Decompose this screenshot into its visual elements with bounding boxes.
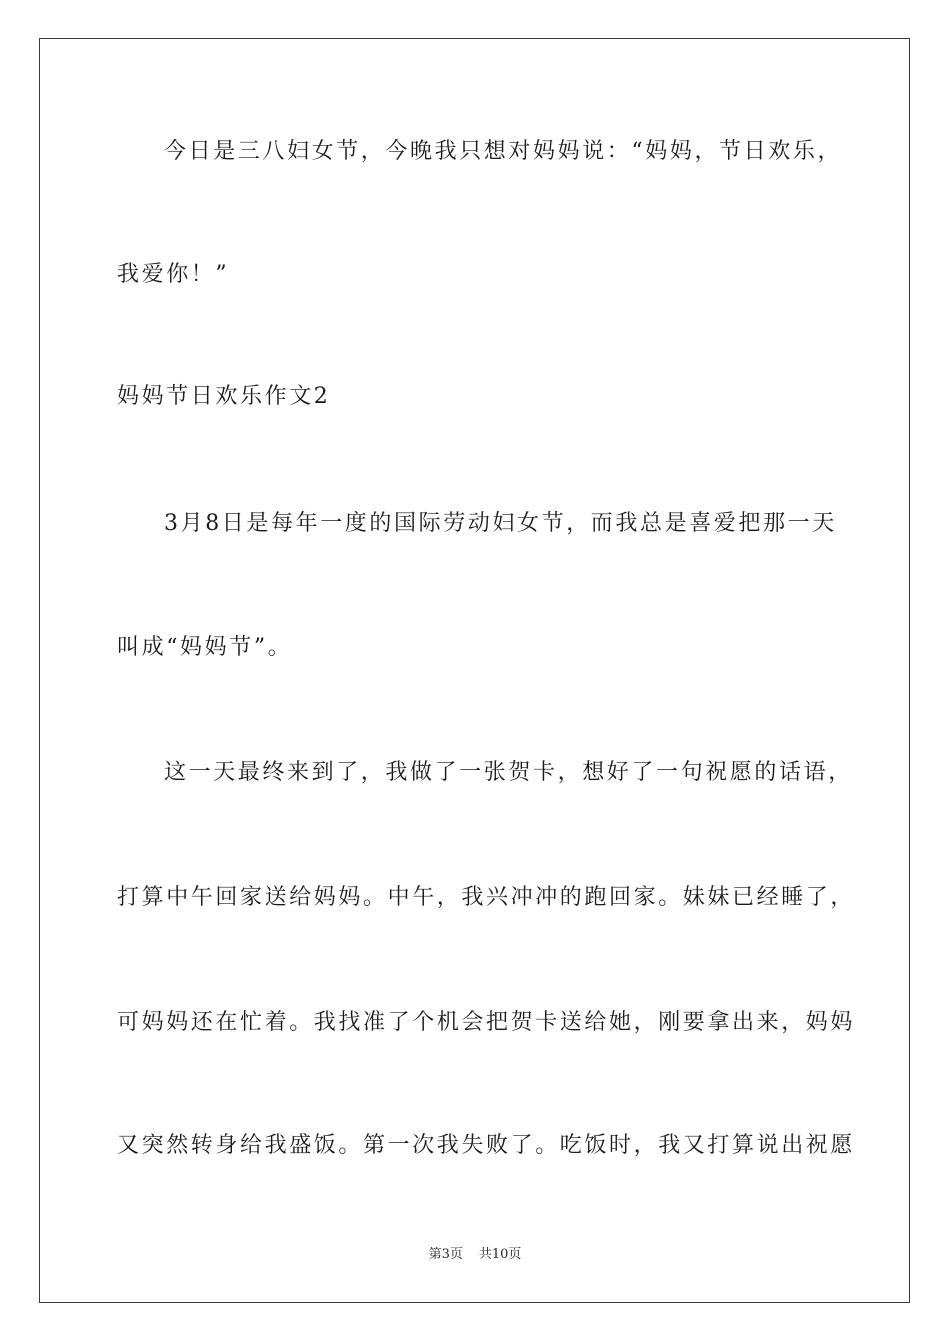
paragraph-line: 3月8日是每年一度的国际劳动妇女节，而我总是喜爱把那一天 [164,511,837,536]
paragraph-line: 今日是三八妇女节，今晚我只想对妈妈说：“妈妈，节日欢乐， [164,139,843,164]
page-total: 共10页 [478,1247,522,1262]
page-footer [0,1246,950,1264]
section-heading: 妈妈节日欢乐作文2 [117,384,331,409]
paragraph-line: 这一天最终来到了，我做了一张贺卡，想好了一句祝愿的话语， [164,760,853,785]
page-number: 第3页 [428,1247,463,1262]
paragraph-line: 叫成“妈妈节”。 [117,635,293,660]
paragraph-line: 又突然转身给我盛饭。第一次我失败了。吃饭时，我又打算说出祝愿 [117,1133,856,1158]
paragraph-line: 我爱你！” [117,262,230,287]
page-border [39,38,910,1303]
paragraph-line: 打算中午回家送给妈妈。中午，我兴冲冲的跑回家。妹妹已经睡了， [117,885,856,910]
paragraph-line: 可妈妈还在忙着。我找准了个机会把贺卡送给她，刚要拿出来，妈妈 [117,1010,856,1035]
